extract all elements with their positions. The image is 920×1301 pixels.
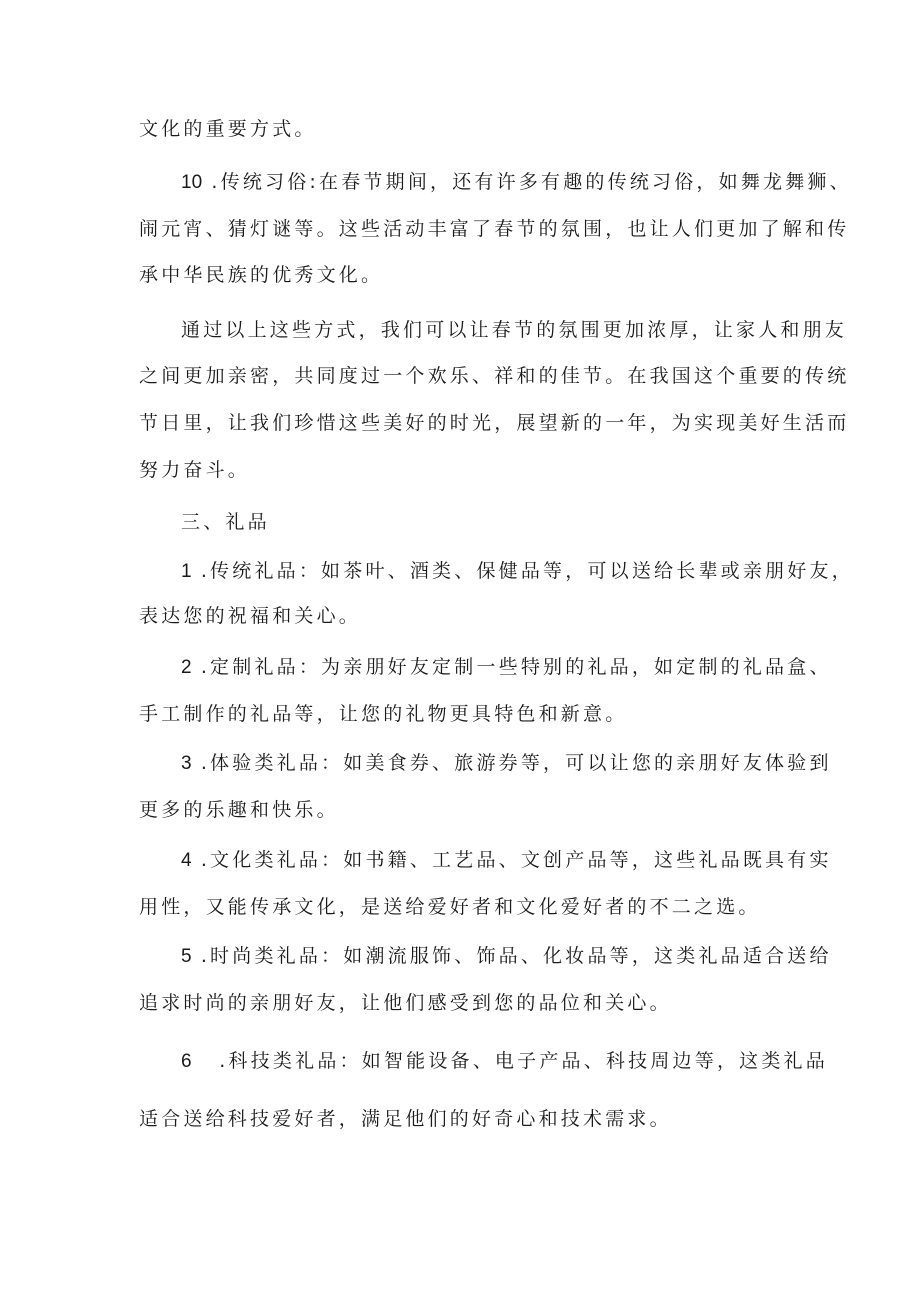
list-item-10 [181,170,852,195]
text-run: 更多的乐趣和快乐。 [139,799,339,821]
paragraph-line [139,458,250,482]
heading-text: 三、礼品 [181,511,270,533]
paragraph-line [139,895,761,919]
paragraph-line [139,702,627,726]
list-item-1 [181,559,854,584]
item-number: 6 [181,1051,192,1072]
text-run: 承中华民族的优秀文化。 [139,264,384,286]
text-run: 努力奋斗。 [139,459,251,481]
list-item-6 [181,1049,828,1074]
paragraph-line [139,364,849,388]
text-run: .时尚类礼品：如潮流服饰、饰品、化妆品等，这类礼品适合送给 [191,945,832,967]
item-number: 2 [181,657,192,678]
text-run: 手工制作的礼品等，让您的礼物更具特色和新意。 [139,703,628,725]
item-number: 4 [181,850,192,871]
paragraph-line [139,991,672,1015]
text-run: 追求时尚的亲朋好友，让他们感受到您的品位和关心。 [139,992,672,1014]
list-item-5 [181,944,832,969]
text-run: 适合送给科技爱好者，满足他们的好奇心和技术需求。 [139,1108,672,1130]
paragraph-line [139,798,339,822]
text-run: 之间更加亲密，共同度过一个欢乐、祥和的佳节。在我国这个重要的传统 [139,365,850,387]
list-item-2 [181,655,832,680]
item-number: 3 [181,753,192,774]
text-run: .文化类礼品：如书籍、工艺品、文创产品等，这些礼品既具有实 [191,849,832,871]
text-run: .体验类礼品：如美食券、旅游券等，可以让您的亲朋好友体验到 [191,752,832,774]
list-item-3 [181,751,832,776]
text-run: 用性，又能传承文化，是送给爱好者和文化爱好者的不二之选。 [139,896,761,918]
paragraph-line [139,263,383,287]
text-run: .定制礼品：为亲朋好友定制一些特别的礼品，如定制的礼品盒、 [191,656,832,678]
paragraph-line [139,411,849,435]
text-run: .传统习俗:在春节期间，还有许多有趣的传统习俗，如舞龙舞狮、 [202,171,852,193]
text-run: 闹元宵、猜灯谜等。这些活动丰富了春节的氛围，也让人们更加了解和传 [139,218,850,240]
paragraph-line [139,1107,672,1131]
text-run: 通过以上这些方式，我们可以让春节的氛围更加浓厚，让家人和朋友 [181,319,848,341]
text-run: 文化的重要方式。 [139,118,317,140]
text-run: 节日里，让我们珍惜这些美好的时光，展望新的一年，为实现美好生活而 [139,412,850,434]
text-run: .科技类礼品：如智能设备、电子产品、科技周边等，这类礼品 [191,1050,828,1072]
item-number: 1 [181,561,192,582]
text-run: .传统礼品：如茶叶、酒类、保健品等，可以送给长辈或亲朋好友， [191,560,854,582]
text-run: 表达您的祝福和关心。 [139,605,362,627]
item-number: 5 [181,946,192,967]
section-heading [181,510,270,534]
paragraph-line [139,117,317,141]
paragraph-line [139,217,849,241]
item-number: 10 [181,172,203,193]
paragraph-line [139,604,361,628]
list-item-4 [181,848,832,873]
paragraph-line [181,318,847,342]
